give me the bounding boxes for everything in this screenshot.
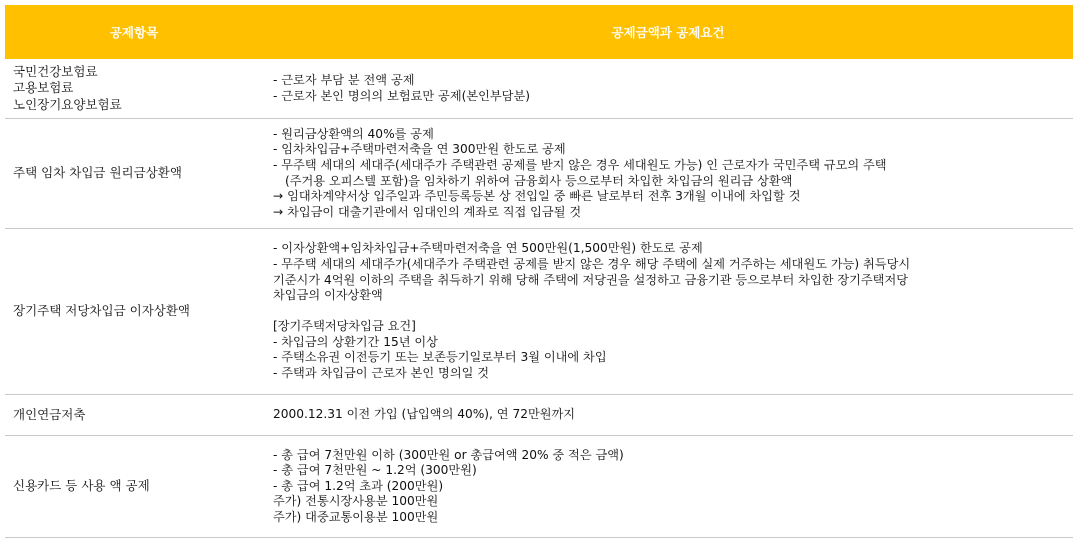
detail-line: - 주택소유권 이전등기 또는 보존등기일로부터 3월 이내에 차입	[273, 350, 607, 365]
detail-line: (주거용 오피스텔 포함)을 임차하기 위하여 금융회사 등으로부터 차입한 차입금의 원리금 상환액	[285, 173, 793, 188]
row-detail-cell	[263, 395, 1073, 435]
detail-line: - 원리금상환액의 40%를 공제	[273, 126, 434, 141]
row-detail-cell	[263, 59, 1073, 118]
row-item-cell	[5, 436, 263, 537]
detail-line: → 차입금이 대출기관에서 임대인의 계좌로 직접 입금될 것	[273, 204, 582, 219]
table-row	[5, 229, 1073, 395]
row-item-cell	[5, 59, 263, 118]
detail-line: - 총 급여 7천만원 ~ 1.2억 (300만원)	[273, 463, 477, 478]
row-detail-cell	[263, 119, 1073, 228]
item-line: 장기주택 저당차입금 이자상환액	[13, 303, 190, 319]
row-detail-cell	[263, 229, 1073, 394]
table-row	[5, 395, 1073, 436]
detail-line: - 근로자 부담 분 전액 공제	[273, 72, 415, 87]
blank-line	[273, 304, 1073, 320]
item-line: 신용카드 등 사용 액 공제	[13, 478, 150, 494]
table-row	[5, 119, 1073, 229]
detail-line: - 근로자 본인 명의의 보험료만 공제(본인부담분)	[273, 88, 530, 103]
header-amount-requirements: 공제금액과 공제요건	[611, 25, 725, 40]
deduction-table	[5, 5, 1073, 538]
item-line: 국민건강보험료	[13, 63, 98, 79]
detail-line: 주가) 전통시장사용분 100만원	[273, 494, 439, 509]
table-header	[5, 5, 1073, 59]
detail-line: 차입금의 이자상환액	[273, 288, 383, 303]
detail-line: 기준시가 4억원 이하의 주택을 취득하기 위해 당해 주택에 저당권을 설정하고 금융기관 등으로부터 차입한 장기주택저당	[273, 272, 908, 287]
detail-line: 주가) 대중교통이용분 100만원	[273, 509, 439, 524]
detail-line: - 총 급여 1.2억 초과 (200만원)	[273, 478, 444, 493]
table-row	[5, 59, 1073, 119]
row-item-cell	[5, 229, 263, 394]
detail-line: - 차입금의 상환기간 15년 이상	[273, 334, 438, 349]
detail-line: → 임대차계약서상 입주일과 주민등록등본 상 전입일 중 빠른 날로부터 전후 3개월 이내에 차입할 것	[273, 189, 801, 204]
item-line: 개인연금저축	[13, 406, 86, 422]
detail-line: 2000.12.31 이전 가입 (납입액의 40%), 연 72만원까지	[273, 407, 576, 422]
item-line: 주택 임차 차입금 원리금상환액	[13, 165, 182, 181]
detail-line: - 주택과 차입금이 근로자 본인 명의일 것	[273, 366, 490, 381]
header-deduction-item: 공제항목	[109, 25, 159, 40]
detail-line: - 무주택 세대의 세대주(세대주가 주택관련 공제를 받지 않은 경우 세대원도 가능) 인 근로자가 국민주택 규모의 주택	[273, 157, 887, 172]
table-row	[5, 436, 1073, 538]
row-detail-cell	[263, 436, 1073, 537]
detail-line: - 임차차입금+주택마련저축을 연 300만원 한도로 공제	[273, 142, 566, 157]
row-item-cell	[5, 119, 263, 228]
detail-line: - 무주택 세대의 세대주가(세대주가 주택관련 공제를 받지 않은 경우 해당 주택에 실제 거주하는 세대원도 가능) 취득당시	[273, 256, 911, 271]
item-line: 노인장기요양보험료	[13, 96, 122, 112]
row-item-cell	[5, 395, 263, 435]
item-line: 고용보험료	[13, 80, 74, 96]
detail-line: [장기주택저당차입금 요건]	[273, 319, 416, 334]
detail-line: - 이자상환액+임차차입금+주택마련저축을 연 500만원(1,500만원) 한도로 공제	[273, 241, 703, 256]
detail-line: - 총 급여 7천만원 이하 (300만원 or 총급여액 20% 중 적은 금액)	[273, 447, 624, 462]
